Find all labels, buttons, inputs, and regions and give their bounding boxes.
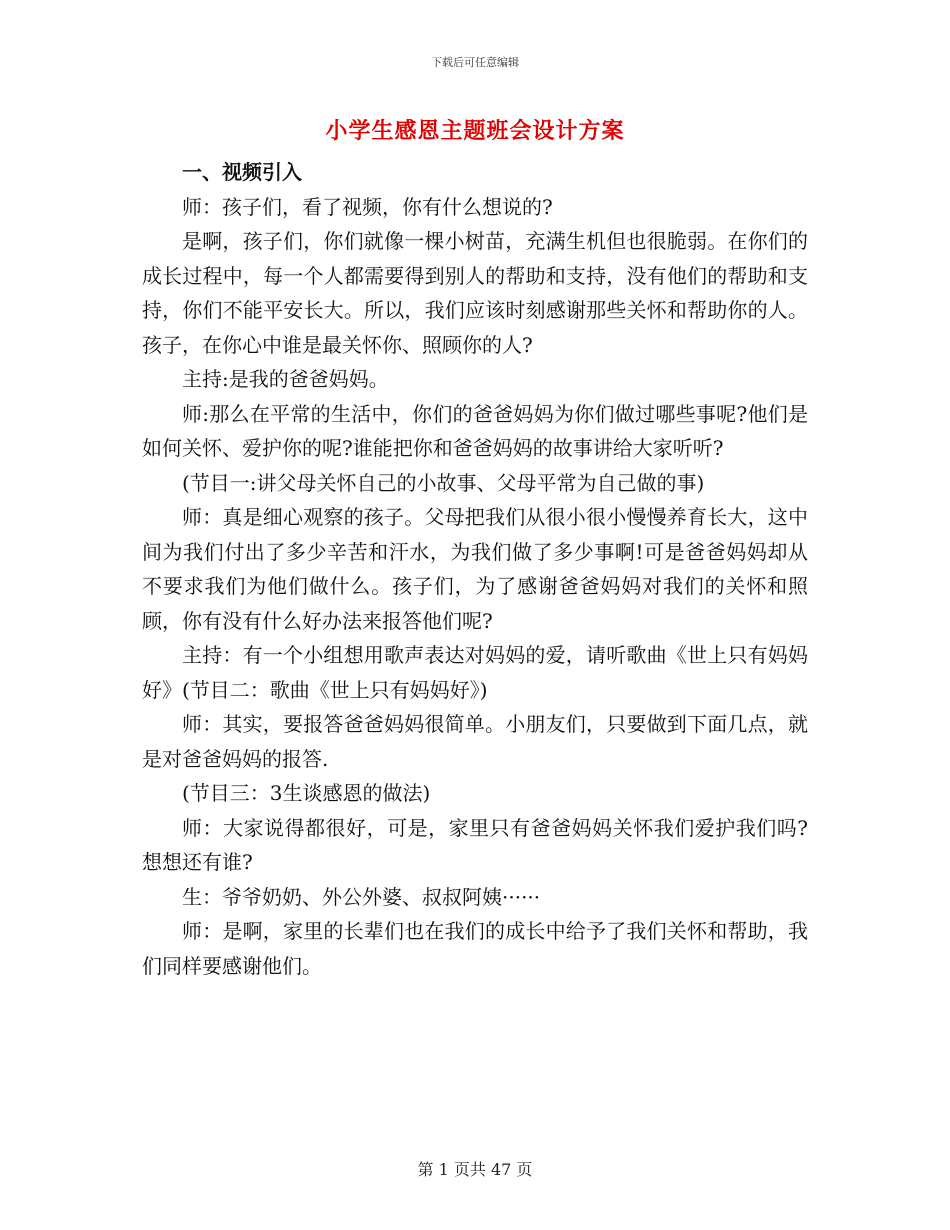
page-number: 第 1 页共 47 页: [417, 1160, 533, 1179]
document-body: [142, 155, 808, 983]
paragraph: (节目三：3生谈感恩的做法): [182, 781, 431, 805]
paragraph: 是啊，孩子们，你们就像一棵小树苗，充满生机但也很脆弱。在你们的成长过程中，每一个人都需要得到别人的帮助和支持，没有他们的帮助和支持，你们不能平安长大。所以，我们应该时刻感谢那些关怀和帮助你的人。孩子，在你心中谁是最关怀你、照顾你的人?: [142, 229, 808, 357]
paragraph: 主持：有一个小组想用歌声表达对妈妈的爱，请听歌曲《世上只有妈妈好》(节目二：歌曲《世上只有妈妈好》): [142, 643, 808, 702]
paragraph: 师：孩子们，看了视频，你有什么想说的?: [182, 194, 553, 219]
paragraph: 师：其实，要报答爸爸妈妈很简单。小朋友们，只要做到下面几点，就是对爸爸妈妈的报答.: [142, 712, 808, 771]
document-title: 小学生感恩主题班会设计方案: [325, 118, 625, 144]
paragraph: 师：是啊，家里的长辈们也在我们的成长中给予了我们关怀和帮助，我们同样要感谢他们。: [142, 919, 808, 978]
paragraph: (节目一:讲父母关怀自己的小故事、父母平常为自己做的事): [182, 470, 705, 495]
paragraph: 师：真是细心观察的孩子。父母把我们从很小很小慢慢养育长大，这中间为我们付出了多少辛苦和汗水，为我们做了多少事啊!可是爸爸妈妈却从不要求我们为他们做什么。孩子们，为了感谢爸爸妈妈对我们的关怀和照顾，你有没有什么好办法来报答他们呢?: [142, 505, 808, 633]
page-header: 下载后可任意编辑: [431, 56, 519, 69]
paragraph: 师:那么在平常的生活中，你们的爸爸妈妈为你们做过哪些事呢?他们是如何关怀、爱护你的呢?谁能把你和爸爸妈妈的故事讲给大家听听?: [142, 401, 808, 460]
section-heading: 一、视频引入: [182, 160, 302, 184]
paragraph: 生：爷爷奶奶、外公外婆、叔叔阿姨······: [182, 884, 541, 909]
paragraph: 师：大家说得都很好，可是，家里只有爸爸妈妈关怀我们爱护我们吗?想想还有谁?: [142, 815, 808, 874]
paragraph: 主持:是我的爸爸妈妈。: [182, 367, 389, 391]
